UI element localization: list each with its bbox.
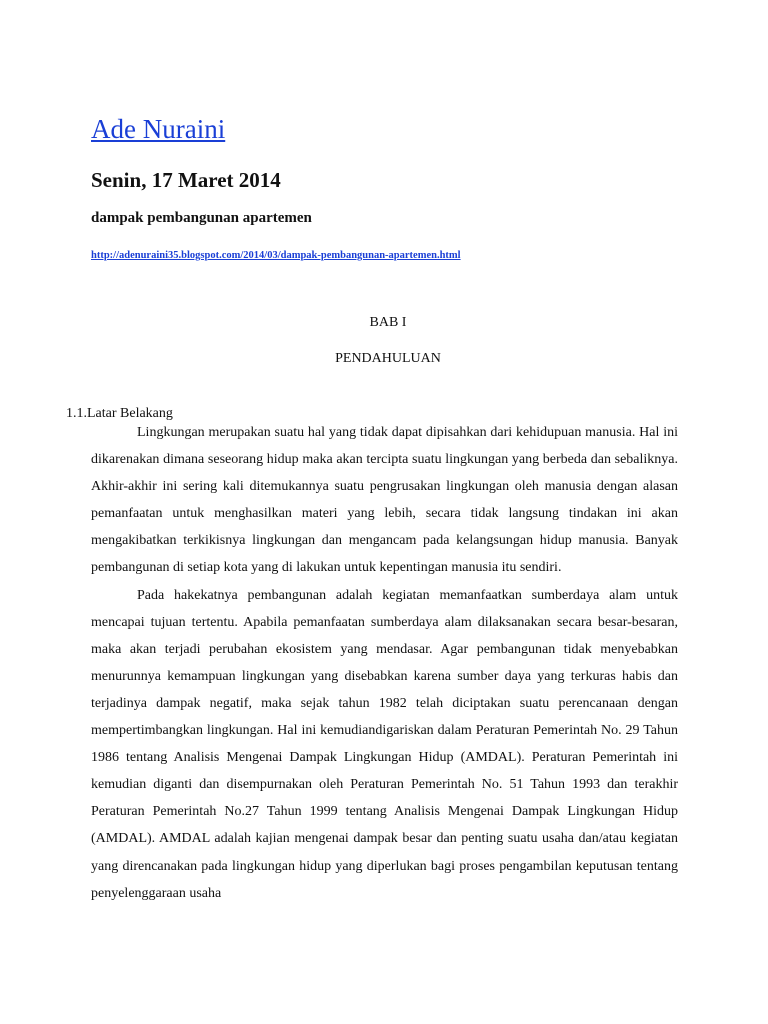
post-url-link[interactable]: http://adenuraini35.blogspot.com/2014/03/dampak-pembangunan-apartemen.html [91,250,461,261]
paragraph: Pada hakekatnya pembangunan adalah kegiatan memanfaatkan sumberdaya alam untuk mencapai tujuan tertentu. Apabila pemanfaatan sumberdaya alam dilaksanakan secara besar-besaran, maka akan terjadi perubahan ekosistem yang mendasar. Agar pembangunan tidak menyebabkan menurunnya kemampuan lingkungan yang disebabkan karena sumber daya yang terkuras habis dan terjadinya dampak negatif, maka sejak tahun 1982 telah diciptakan suatu perencanaan dengan mempertimbangkan lingkungan. Hal ini kemudiandigariskan dalam Peraturan Pemerintah No. 29 Tahun 1986 tentang Analisis Mengenai Dampak Lingkungan Hidup (AMDAL). Peraturan Pemerintah ini kemudian diganti dan disempurnakan oleh Peraturan Pemerintah No. 51 Tahun 1993 dan terakhir Peraturan Pemerintah No.27 Tahun 1999 tentang Analisis Mengenai Dampak Lingkungan Hidup (AMDAL). AMDAL adalah kajian mengenai dampak besar dan penting suatu usaha dan/atau kegiatan yang direncanakan pada lingkungan hidup yang diperlukan bagi proses pengambilan keputusan tentang penyelenggaraan usaha [91,587,678,901]
section-heading: 1.1.Latar Belakang [66,406,173,421]
post-title: dampak pembangunan apartemen [91,210,312,226]
chapter-title: PENDAHULUAN [335,351,441,366]
chapter-number: BAB I [369,315,407,330]
post-date: Senin, 17 Maret 2014 [91,168,281,192]
blog-title-link[interactable]: Ade Nuraini [91,114,226,144]
paragraph: Lingkungan merupakan suatu hal yang tidak dapat dipisahkan dari kehidupuan manusia. Hal ini dikarenakan dimana seseorang hidup maka akan tercipta suatu lingkungan yang berbeda dan sebaliknya. Akhir-akhir ini sering kali ditemukannya suatu pengrusakan lingkungan oleh manusia dengan alasan pemanfaatan untuk menghasilkan materi yang lebih, secara tidak langsung tindakan ini akan mengakibatkan terkikisnya lingkungan dan mengancam pada kelangsungan hidup manusia. Banyak pembangunan di setiap kota yang di lakukan untuk kepentingan manusia itu sendiri. [91,425,678,576]
body-text [91,419,678,907]
